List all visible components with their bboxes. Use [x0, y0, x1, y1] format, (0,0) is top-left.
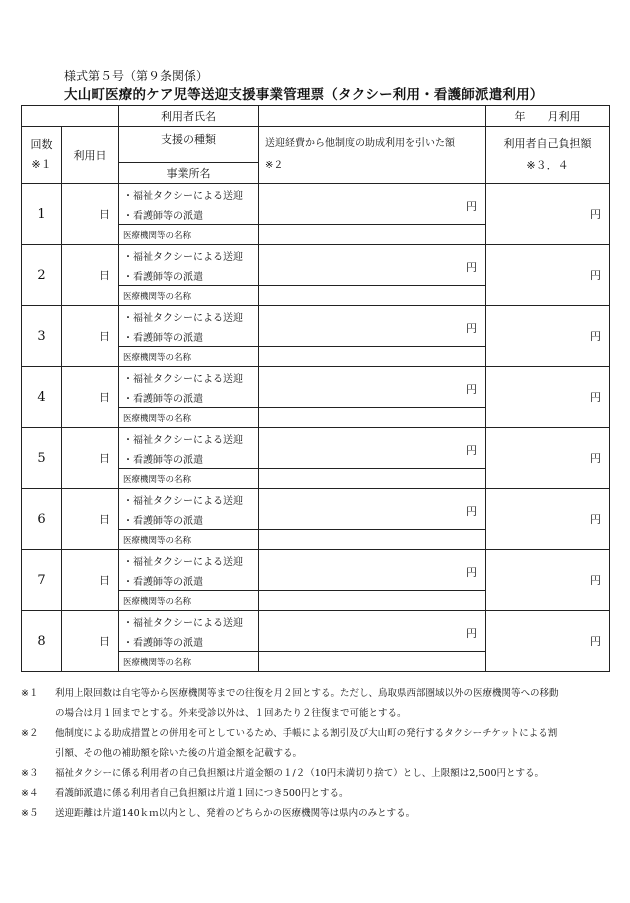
taxi-option[interactable]: ・福祉タクシーによる送迎	[119, 306, 259, 327]
row-number: 1	[22, 184, 62, 245]
user-name-field[interactable]	[259, 106, 486, 127]
table-row	[22, 245, 610, 266]
facility-name-field[interactable]	[259, 408, 486, 428]
note-mark: ※２	[21, 728, 39, 739]
count-header: 回数 ※１	[22, 127, 62, 184]
cost-amount-field[interactable]: 円	[259, 489, 486, 530]
facility-name-label: 医療機関等の名称	[119, 530, 259, 550]
facility-name-field[interactable]	[259, 347, 486, 367]
taxi-option[interactable]: ・福祉タクシーによる送迎	[119, 428, 259, 449]
table-row	[22, 489, 610, 510]
cost-amount-field[interactable]: 円	[259, 367, 486, 408]
user-name-label: 利用者氏名	[119, 106, 259, 127]
facility-name-field[interactable]	[259, 530, 486, 550]
nurse-option[interactable]: ・看護師等の派遣	[119, 631, 259, 652]
facility-name-label: 医療機関等の名称	[119, 591, 259, 611]
row-number: 8	[22, 611, 62, 672]
table-row	[22, 428, 610, 449]
note-item	[21, 784, 611, 804]
note-mark: ※５	[21, 808, 39, 819]
facility-name-field[interactable]	[259, 652, 486, 672]
usage-date-field[interactable]: 日	[62, 489, 119, 550]
table-row	[22, 306, 610, 327]
facility-name-field[interactable]	[259, 225, 486, 245]
self-pay-amount-field[interactable]: 円	[486, 184, 610, 245]
note-text: 送迎距離は片道140ｋｍ以内とし、発着のどちらかの医療機関等は県内のみとする。	[55, 808, 416, 819]
date-header: 利用日	[62, 127, 119, 184]
facility-name-label: 医療機関等の名称	[119, 408, 259, 428]
usage-date-field[interactable]: 日	[62, 245, 119, 306]
table-row	[22, 550, 610, 571]
year-month-field[interactable]: 年 月利用	[486, 106, 610, 127]
note-mark: ※４	[21, 788, 39, 799]
facility-name-field[interactable]	[259, 469, 486, 489]
facility-name-field[interactable]	[259, 286, 486, 306]
nurse-option[interactable]: ・看護師等の派遣	[119, 509, 259, 530]
usage-date-field[interactable]: 日	[62, 184, 119, 245]
support-type-header: 支援の種類	[119, 127, 259, 163]
self-pay-amount-field[interactable]: 円	[486, 489, 610, 550]
self-pay-amount-field[interactable]: 円	[486, 428, 610, 489]
taxi-option[interactable]: ・福祉タクシーによる送迎	[119, 611, 259, 632]
facility-name-field[interactable]	[259, 591, 486, 611]
nurse-option[interactable]: ・看護師等の派遣	[119, 387, 259, 408]
form-number-label: 様式第５号（第９条関係）	[64, 69, 209, 83]
blank-header-cell	[22, 106, 119, 127]
self-pay-amount-field[interactable]: 円	[486, 550, 610, 611]
row-number: 5	[22, 428, 62, 489]
nurse-option[interactable]: ・看護師等の派遣	[119, 326, 259, 347]
facility-name-label: 医療機関等の名称	[119, 347, 259, 367]
nurse-option[interactable]: ・看護師等の派遣	[119, 265, 259, 286]
table-row	[22, 611, 610, 632]
taxi-option[interactable]: ・福祉タクシーによる送迎	[119, 245, 259, 266]
taxi-option[interactable]: ・福祉タクシーによる送迎	[119, 489, 259, 510]
self-pay-amount-field[interactable]: 円	[486, 245, 610, 306]
management-table	[21, 105, 610, 672]
cost-amount-field[interactable]: 円	[259, 611, 486, 652]
note-mark: ※３	[21, 768, 39, 779]
note-item	[21, 804, 611, 824]
note-continuation: 引額、その他の補助額を除いた後の片道金額を記載する。	[55, 748, 303, 759]
row-number: 6	[22, 489, 62, 550]
facility-name-label: 医療機関等の名称	[119, 225, 259, 245]
document-title: 大山町医療的ケア児等送迎支援事業管理票（タクシー利用・看護師派遣利用）	[64, 87, 544, 103]
row-number: 3	[22, 306, 62, 367]
table-row	[22, 367, 610, 388]
note-text: 利用上限回数は自宅等から医療機関等までの往復を月２回とする。ただし、鳥取県西部圏域以外の医療機関等への移動	[55, 688, 559, 699]
cost-amount-field[interactable]: 円	[259, 184, 486, 225]
nurse-option[interactable]: ・看護師等の派遣	[119, 204, 259, 225]
note-item	[21, 764, 611, 784]
table-row	[22, 184, 610, 205]
note-mark: ※１	[21, 688, 39, 699]
usage-date-field[interactable]: 日	[62, 611, 119, 672]
self-pay-amount-field[interactable]: 円	[486, 306, 610, 367]
cost-header: 送迎経費から他制度の助成利用を引いた額 ※２	[259, 127, 486, 184]
row-number: 7	[22, 550, 62, 611]
row-number: 2	[22, 245, 62, 306]
usage-date-field[interactable]: 日	[62, 428, 119, 489]
note-text: 他制度による助成措置との併用を可としているため、手帳による割引及び大山町の発行するタクシーチケットによる割	[55, 728, 558, 739]
usage-date-field[interactable]: 日	[62, 367, 119, 428]
taxi-option[interactable]: ・福祉タクシーによる送迎	[119, 367, 259, 388]
notes-section	[21, 684, 611, 824]
taxi-option[interactable]: ・福祉タクシーによる送迎	[119, 184, 259, 205]
facility-name-label: 医療機関等の名称	[119, 286, 259, 306]
self-pay-amount-field[interactable]: 円	[486, 367, 610, 428]
facility-name-label: 医療機関等の名称	[119, 469, 259, 489]
taxi-option[interactable]: ・福祉タクシーによる送迎	[119, 550, 259, 571]
note-item	[21, 684, 611, 704]
note-text: 看護師派遣に係る利用者自己負担額は片道１回につき500円とする。	[55, 788, 349, 799]
note-item	[21, 724, 611, 744]
nurse-option[interactable]: ・看護師等の派遣	[119, 448, 259, 469]
note-continuation: の場合は月１回までとする。外来受診以外は、１回あたり２往復まで可能とする。	[55, 708, 407, 719]
facility-name-label: 医療機関等の名称	[119, 652, 259, 672]
cost-amount-field[interactable]: 円	[259, 428, 486, 469]
cost-amount-field[interactable]: 円	[259, 306, 486, 347]
note-text: 福祉タクシーに係る利用者の自己負担額は片道金額の１/２（10円未満切り捨て）とし、上限額は2,500円とする。	[55, 768, 544, 779]
usage-date-field[interactable]: 日	[62, 550, 119, 611]
row-number: 4	[22, 367, 62, 428]
self-pay-amount-field[interactable]: 円	[486, 611, 610, 672]
cost-amount-field[interactable]: 円	[259, 245, 486, 286]
self-pay-header: 利用者自己負担額 ※３．４	[486, 127, 610, 184]
cost-amount-field[interactable]: 円	[259, 550, 486, 591]
office-name-header: 事業所名	[119, 163, 259, 184]
usage-date-field[interactable]: 日	[62, 306, 119, 367]
nurse-option[interactable]: ・看護師等の派遣	[119, 570, 259, 591]
